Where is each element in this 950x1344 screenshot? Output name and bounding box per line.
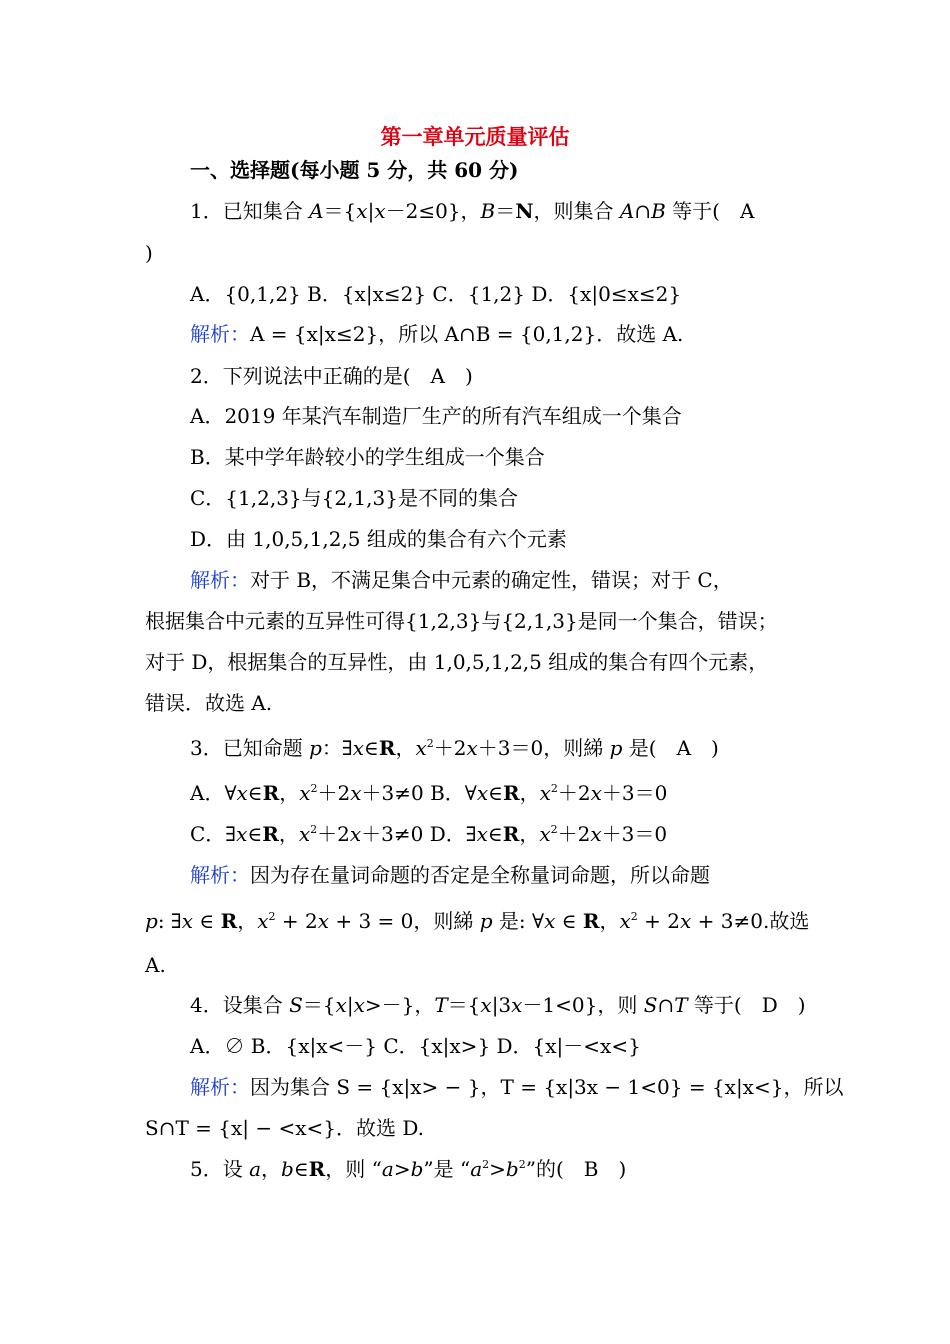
- q1-options: A．{0,1,2} B．{x|x≤2} C．{1,2} D．{x|0≤x≤2}: [190, 282, 682, 306]
- q4-stem: 4．设集合 S＝{x|x>－}，T＝{x|3x－1<0}，则 S∩T 等于( D ): [190, 993, 806, 1017]
- q2-analysis-line-4: 错误．故选 A.: [145, 691, 273, 715]
- q2-option-c: C．{1,2,3}与{2,1,3}是不同的集合: [190, 486, 518, 510]
- q2-analysis-line-2: 根据集合中元素的互异性可得{1,2,3}与{2,1,3}是同一个集合，错误；: [145, 609, 778, 633]
- q2-option-d: D．由 1,0,5,1,2,5 组成的集合有六个元素: [190, 527, 567, 551]
- q3-options-ab: A．∀x∈R，$x^2+2x+3\ne 0$ B．∀x∈R，$x^2+2x+3=0$: [190, 781, 668, 805]
- q4-options: A．∅ B．{x|x<－} C．{x|x>} D．{x|－<x<}: [190, 1034, 641, 1058]
- q1-stem: 1．已知集合 A＝{x|x－2≤0}，B＝N，则集合 A∩B 等于( A: [190, 199, 755, 223]
- q1-analysis: 解析：A = {x|x≤2}，所以 A∩B = {0,1,2}．故选 A.: [190, 322, 684, 346]
- jiexi-label: 解析：: [190, 1075, 250, 1099]
- q2-option-b: B．某中学年龄较小的学生组成一个集合: [190, 445, 545, 469]
- q5-stem: 5．设 a，b∈R，则 “a>b”是 “$a^2>b^2$”的( B ): [190, 1157, 627, 1181]
- q3-stem: 3．已知命题 p：∃x∈R，$x^2+2x+3=0$，则綈 p 是( A ): [190, 736, 719, 760]
- q3-analysis-line-1: 解析：因为存在量词命题的否定是全称量词命题，所以命题: [190, 863, 710, 887]
- q3-analysis-line-2: p: ∃x ∈ R，$x^2 + 2x + 3 = 0$，则綈 p 是: ∀x ∈ R，$x^2 + 2x + 3\ne 0$.故选: [145, 909, 810, 933]
- jiexi-label: 解析：: [190, 322, 250, 346]
- q4-analysis-line-1: 解析：因为集合 S = {x|x> − }，T = {x|3x − 1<0} = {x|x<}，所以: [190, 1075, 844, 1099]
- q2-option-a: A．2019 年某汽车制造厂生产的所有汽车组成一个集合: [190, 404, 682, 428]
- q2-analysis-line-1: 解析：对于 B，不满足集合中元素的确定性，错误；对于 C，: [190, 568, 733, 592]
- jiexi-label: 解析：: [190, 863, 250, 887]
- q3-analysis-line-3: A.: [145, 953, 166, 977]
- q2-analysis-line-3: 对于 D，根据集合的互异性，由 1,0,5,1,2,5 组成的集合有四个元素，: [145, 650, 769, 674]
- page-title: 第一章单元质量评估: [380, 124, 570, 149]
- q2-stem: 2．下列说法中正确的是( A ): [190, 364, 473, 388]
- jiexi-label: 解析：: [190, 568, 250, 592]
- section-heading: 一、选择题(每小题 5 分，共 60 分): [190, 158, 519, 182]
- q4-analysis-line-2: S∩T = {x| − <x<}．故选 D.: [145, 1116, 425, 1140]
- q1-stem-wrap: ): [145, 241, 153, 265]
- q3-options-cd: C．∃x∈R，$x^2+2x+3\ne 0$ D．∃x∈R，$x^2+2x+3=0$: [190, 822, 668, 846]
